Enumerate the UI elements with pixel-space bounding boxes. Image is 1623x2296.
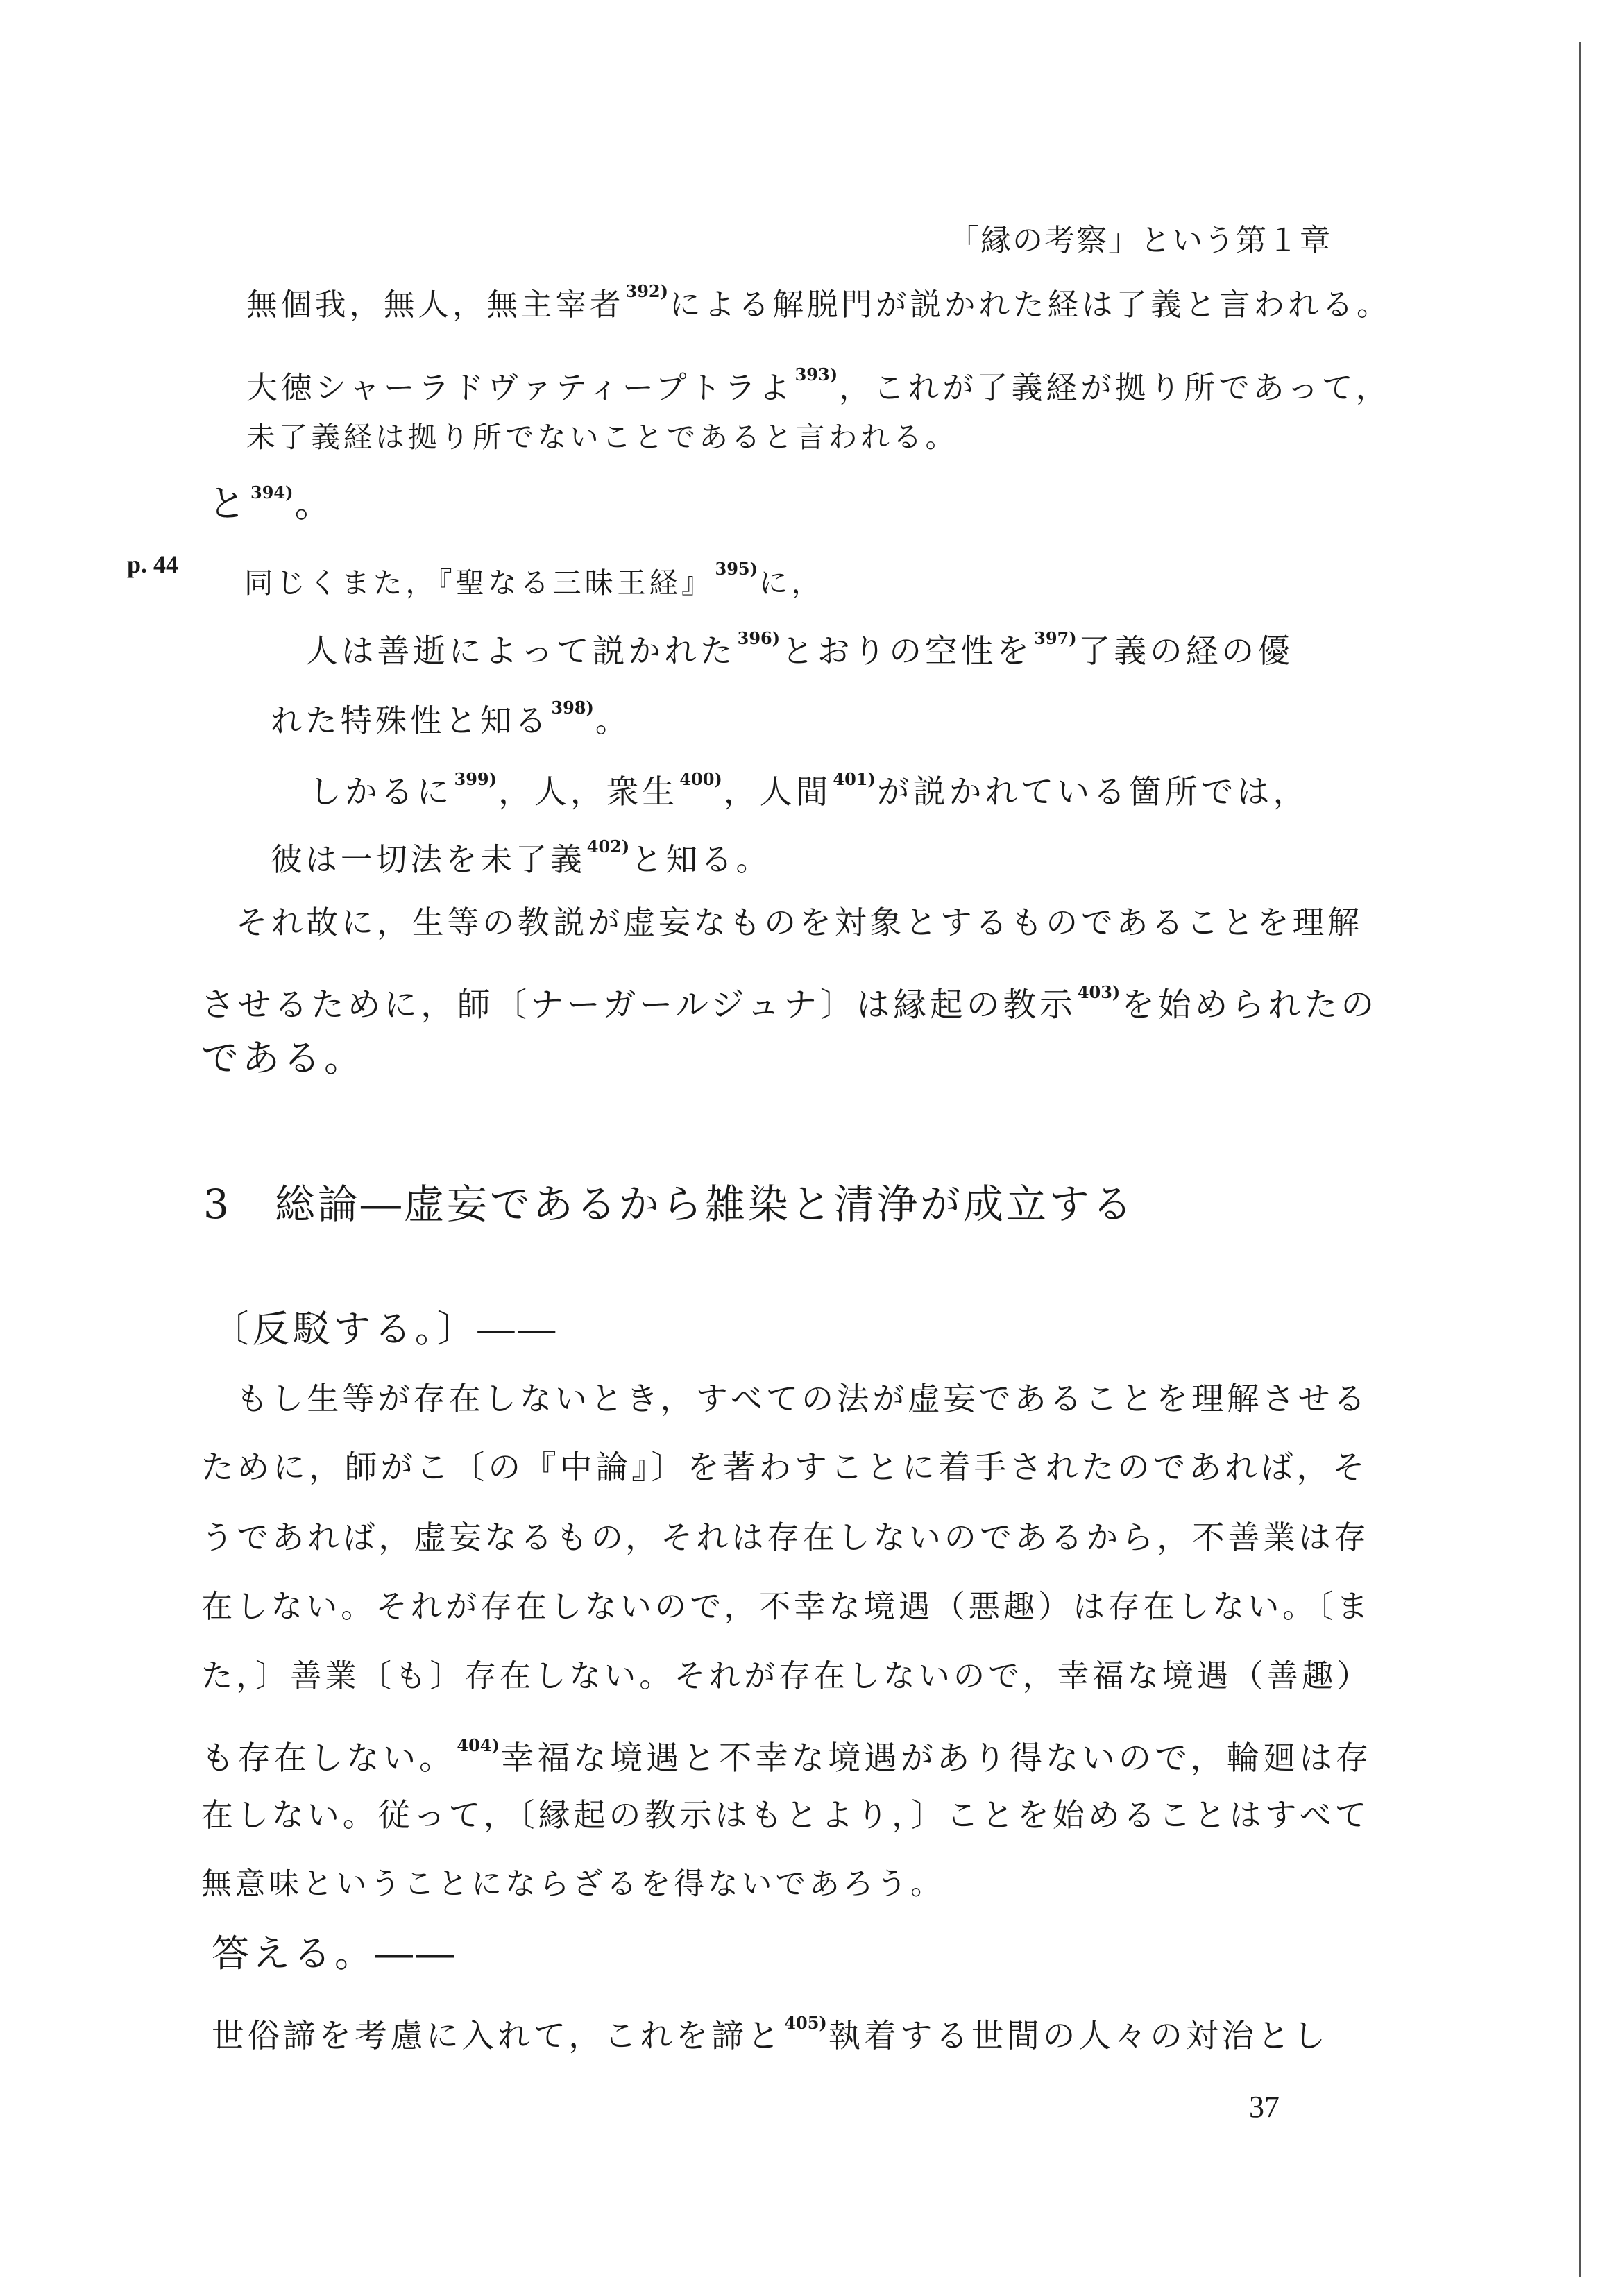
- page-number: 37: [1249, 2090, 1280, 2124]
- text-line: [201, 1864, 944, 1905]
- text-segment: 人は善逝によって説かれた: [305, 633, 736, 670]
- text-line: [201, 1655, 1372, 1697]
- text-segment: 大徳シャーラドヴァティープトラよ: [246, 369, 794, 406]
- footnote-ref: 399): [454, 769, 497, 789]
- footnote-ref: 394): [250, 482, 294, 503]
- text-line: [201, 1794, 1370, 1836]
- text-line: [208, 472, 335, 525]
- text-line: [244, 548, 824, 604]
- text-segment: させるために，師〔ナーガールジュナ〕は縁起の教示: [201, 986, 1076, 1024]
- text-segment: ，人間: [723, 773, 832, 811]
- page-marker: p. 44: [127, 550, 179, 578]
- text-line: [212, 2002, 1329, 2057]
- text-segment: れた特殊性と知る: [271, 702, 550, 739]
- text-segment: である。: [201, 1036, 365, 1080]
- text-line: [201, 1586, 1372, 1628]
- text-line: [201, 1725, 1372, 1780]
- scan-edge-line: [1579, 42, 1581, 2277]
- footnote-ref: 392): [625, 281, 668, 301]
- text-line: [212, 1933, 457, 1975]
- text-line: [236, 902, 1363, 944]
- text-line: [271, 687, 630, 742]
- text-segment: に，: [758, 566, 824, 600]
- text-line: [246, 416, 958, 458]
- footnote-ref: 393): [794, 364, 838, 385]
- footnote-ref: 405): [784, 2013, 827, 2033]
- text-line: [212, 1308, 559, 1350]
- text-line: [201, 1447, 1368, 1489]
- text-segment: もし生等が存在しないとき，すべての法が虚妄であることを理解させる: [236, 1380, 1369, 1417]
- text-segment: 答える。――: [212, 1932, 457, 1975]
- text-line: [201, 1038, 365, 1079]
- footnote-ref: 397): [1034, 628, 1077, 648]
- text-segment: 幸福な境遇と不幸な境遇があり得ないので，輪廻は存: [500, 1739, 1373, 1778]
- text-segment: 未了義経は拠り所でないことであると言われる。: [246, 420, 958, 454]
- footnote-ref: 404): [457, 1735, 500, 1755]
- text-segment: 同じくまた，『聖なる三昧王経』: [244, 566, 714, 600]
- text-segment: 。: [595, 702, 631, 739]
- text-segment: も存在しない。: [201, 1739, 456, 1778]
- text-line: [246, 354, 1390, 409]
- text-line: [271, 826, 771, 881]
- text-segment: しかるに: [309, 773, 453, 811]
- text-line: [305, 618, 1293, 673]
- text-segment: が説かれている箇所では，: [876, 773, 1309, 811]
- footnote-ref: 401): [833, 769, 876, 789]
- section-title-text: 総論―虚妄であるから雑染と清浄が成立する: [274, 1181, 1135, 1228]
- section-title: [203, 1172, 1135, 1230]
- text-line: [246, 271, 1391, 326]
- text-segment: 無個我，無人，無主宰者: [246, 287, 624, 323]
- text-segment: と: [208, 482, 249, 525]
- text-segment: 在しない。それが存在しないので，不幸な境遇（悪趣）は存在しない。〔ま: [201, 1588, 1372, 1625]
- text-segment: 。: [294, 482, 336, 525]
- text-segment: 在しない。従って，〔縁起の教示はもとより，〕ことを始めることはすべて: [201, 1796, 1370, 1834]
- footnote-ref: 402): [586, 836, 630, 856]
- text-segment: ，人，衆生: [498, 773, 679, 811]
- running-header: 「縁の考察」という第１章: [949, 223, 1332, 258]
- text-segment: による解脱門が説かれた経は了義と言われる。: [669, 287, 1391, 323]
- text-segment: 執着する世間の人々の対治とし: [828, 2017, 1329, 2054]
- section-number: 3: [203, 1181, 232, 1228]
- text-segment: 世俗諦を考慮に入れて，これを諦と: [212, 2017, 783, 2054]
- footnote-ref: 395): [715, 559, 758, 579]
- text-segment: それ故に，生等の教説が虚妄なものを対象とするものであることを理解: [236, 904, 1363, 941]
- text-segment: を始められたの: [1121, 986, 1378, 1024]
- text-segment: 無意味ということにならざるを得ないであろう。: [201, 1866, 944, 1902]
- text-line: [309, 759, 1309, 813]
- footnote-ref: 403): [1077, 982, 1121, 1002]
- text-segment: 彼は一切法を未了義: [271, 841, 586, 878]
- text-segment: うであれば，虚妄なるもの，それは存在しないのであるから，不善業は存: [201, 1519, 1370, 1556]
- footnote-ref: 396): [737, 628, 781, 648]
- text-line: [201, 972, 1377, 1027]
- text-segment: ために，師がこ〔の『中論』〕を著わすことに着手されたのであれば，そ: [201, 1449, 1368, 1487]
- text-segment: ，これが了義経が拠り所であって，: [839, 369, 1391, 406]
- text-line: [236, 1378, 1369, 1419]
- footnote-ref: 400): [679, 769, 722, 789]
- text-segment: 〔反駁する。〕――: [212, 1307, 559, 1351]
- text-segment: 了義の経の優: [1078, 633, 1293, 670]
- footnote-ref: 398): [551, 698, 594, 718]
- text-segment: とおりの空性を: [781, 633, 1033, 670]
- text-line: [201, 1517, 1370, 1558]
- text-segment: と知る。: [631, 841, 771, 878]
- text-segment: た，〕善業〔も〕存在しない。それが存在しないので，幸福な境遇（善趣）: [201, 1657, 1372, 1694]
